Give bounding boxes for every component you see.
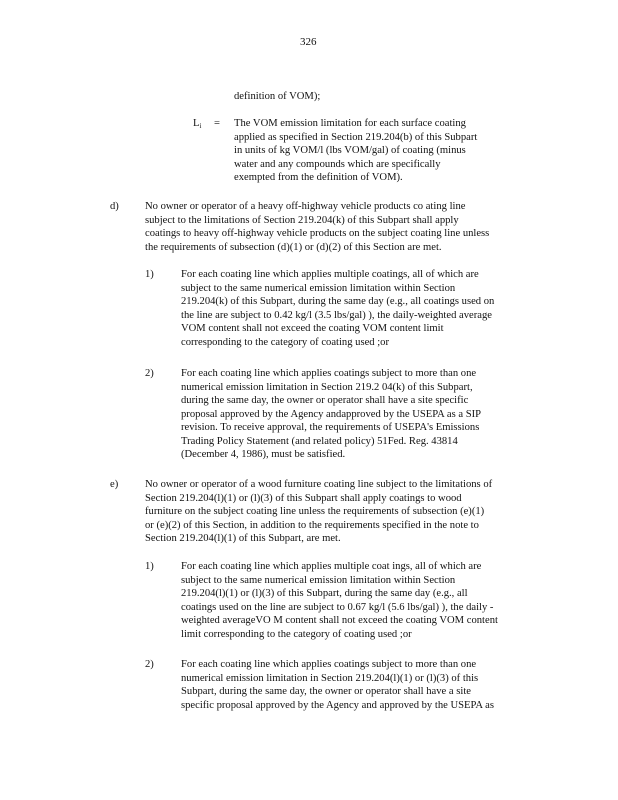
item-e1-line: subject to the same numerical emission limitation within Section [181,574,456,586]
item-e1-text [181,560,536,641]
section-e-text [145,478,540,546]
section-d-line: coatings to heavy off-highway vehicle products on the subject coating line unless [145,228,490,239]
item-e1-line: For each coating line which applies multiple coat ings, all of which are [181,561,482,572]
item-d2-line: numerical emission limitation in Section 219.2 04(k) of this Subpart, [181,381,473,393]
li-symbol [193,117,201,134]
section-d-label: d) [110,201,119,212]
section-d-line: No owner or operator of a heavy off-highway vehicle products co ating line [145,201,466,212]
item-d1-label: 1) [145,269,154,280]
item-d2-line: For each coating line which applies coatings subject to more than one [181,368,477,379]
item-e2-line: numerical emission limitation in Section 219.204(l)(1) or (l)(3) of this [181,672,479,684]
item-e2-label: 2) [145,659,154,670]
item-d1-line: subject to the same numerical emission limitation within Section [181,282,456,294]
section-e-label: e) [110,479,119,490]
li-definition [234,117,504,185]
item-d1-line: the line are subject to 0.42 kg/l (3.5 lbs/gal) ), the daily-weighted average [181,309,492,321]
li-line: water and any compounds which are specifically [234,158,441,170]
definition-fragment: definition of VOM); [234,91,321,102]
li-line: in units of kg VOM/l (lbs VOM/gal) of coating (minus [234,145,466,156]
section-e-line: or (e)(2) of this Section, in addition to the requirements specified in the note to [145,519,479,531]
item-e2-text [181,658,536,712]
section-e-line: Section 219.204(l)(1) of this Subpart, are met. [145,533,341,544]
item-d1-line: VOM content shall not exceed the coating VOM content limit [181,323,444,334]
li-line: exempted from the definition of VOM). [234,172,403,183]
item-e1-line: coatings used on the line are subject to 0.67 kg/l (5.6 lbs/gal) ), the daily - [181,601,494,613]
li-equals: = [214,118,220,129]
item-e1-line: 219.204(l)(1) or (l)(3) of this Subpart, during the same day (e.g., all [181,588,468,599]
item-d2-line: during the same day, the owner or operator shall have a site specific [181,395,469,406]
item-e1-line: weighted averageVO M content shall not exceed the coating VOM content [181,615,498,626]
item-d1-line: 219.204(k) of this Subpart, during the same day (e.g., all coatings used on [181,296,495,307]
section-e-line: Section 219.204(l)(1) or (l)(3) of this Subpart shall apply coatings to wood [145,492,462,504]
item-d2-line: Trading Policy Statement (and related policy) 51Fed. Reg. 43814 [181,435,458,447]
item-e2-line: For each coating line which applies coatings subject to more than one [181,659,477,670]
item-d2-label: 2) [145,368,154,379]
item-d1-text [181,268,536,349]
item-e2-line: Subpart, during the same day, the owner or operator shall have a site [181,686,471,697]
section-d-line: subject to the limitations of Section 219.204(k) of this Subpart shall apply [145,214,459,226]
section-d-line: the requirements of subsection (d)(1) or (d)(2) of this Section are met. [145,241,442,253]
section-e-line: No owner or operator of a wood furniture coating line subject to the limitations of [145,479,493,490]
item-d1-line: For each coating line which applies multiple coatings, all of which are [181,269,479,280]
li-line: applied as specified in Section 219.204(b) of this Subpart [234,131,478,143]
item-d2-line: proposal approved by the Agency andapproved by the USEPA as a SIP [181,408,482,420]
page-number: 326 [300,36,317,48]
item-d2-line: (December 4, 1986), must be satisfied. [181,449,346,460]
item-d2-text [181,367,536,462]
li-subscript: i [199,122,202,130]
item-d2-line: revision. To receive approval, the requirements of USEPA's Emissions [181,422,480,433]
item-e1-label: 1) [145,561,154,572]
item-e2-line: specific proposal approved by the Agency and approved by the USEPA as [181,699,494,711]
item-e1-line: limit corresponding to the category of coating used ;or [181,628,412,640]
li-line: The VOM emission limitation for each surface coating [234,118,466,129]
item-d1-line: corresponding to the category of coating used ;or [181,336,389,348]
section-e-line: furniture on the subject coating line unless the requirements of subsection (e)(1) [145,506,485,517]
li-symbol-letter: L [193,118,200,129]
section-d-text [145,200,535,254]
